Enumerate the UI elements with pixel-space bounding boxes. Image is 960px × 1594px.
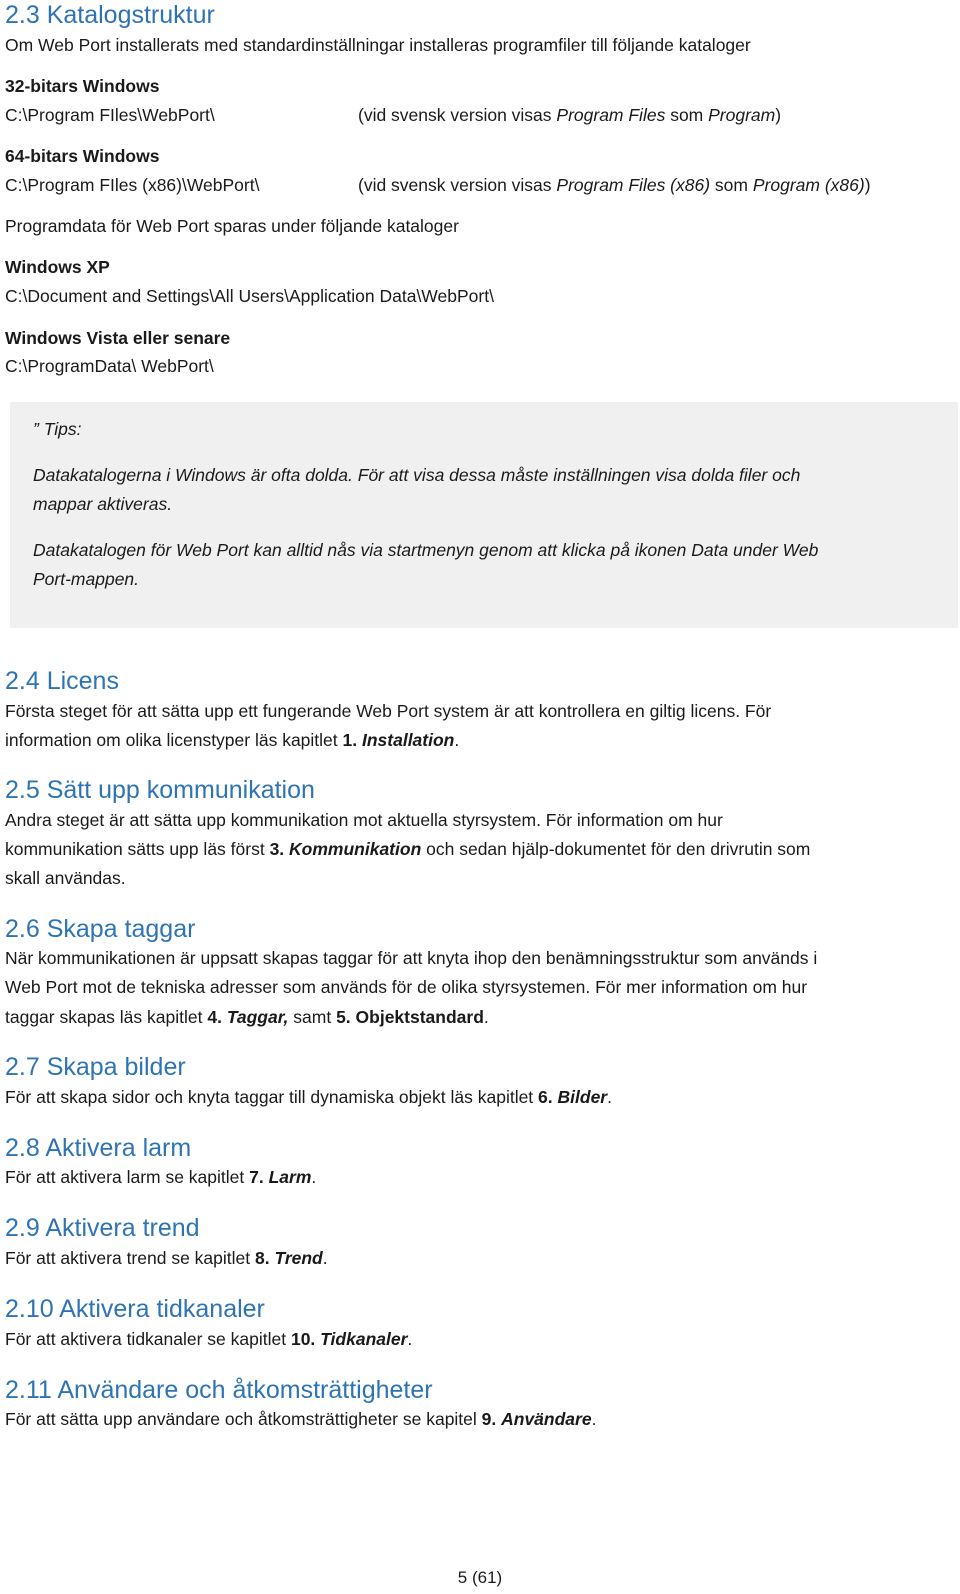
win64-label: 64-bitars Windows xyxy=(5,146,160,166)
win32-note: (vid svensk version visas Program Files som Program) xyxy=(358,105,782,125)
tips-p1-line1: Datakatalogerna i Windows är ofta dolda. För att visa dessa måste inställningen visa dolda filer och xyxy=(33,465,801,485)
win64-note: (vid svensk version visas Program Files (x86) som Program (x86)) xyxy=(358,175,871,195)
section-2-11-heading: 2.11 Användare och åtkomsträttigheter xyxy=(5,1376,433,1404)
section-2-7-heading: 2.7 Skapa bilder xyxy=(5,1053,186,1081)
section-2-10-heading: 2.10 Aktivera tidkanaler xyxy=(5,1295,265,1323)
section-2-4-heading: 2.4 Licens xyxy=(5,667,119,695)
s210-line: För att aktivera tidkanaler se kapitlet 10. Tidkanaler. xyxy=(5,1329,413,1349)
s25-line1: Andra steget är att sätta upp kommunikation mot aktuella styrsystem. För information om hur xyxy=(5,810,723,830)
s25-line2: kommunikation sätts upp läs först 3. Kommunikation och sedan hjälp-dokumentet för den drivrutin som xyxy=(5,839,811,859)
section-2-8-heading: 2.8 Aktivera larm xyxy=(5,1134,192,1162)
section-2-3-heading: 2.3 Katalogstruktur xyxy=(5,1,215,29)
tips-box xyxy=(10,402,958,628)
vista-path: C:\ProgramData\ WebPort\ xyxy=(5,356,214,376)
s25-line3: skall användas. xyxy=(5,868,126,888)
section-2-9-heading: 2.9 Aktivera trend xyxy=(5,1214,200,1242)
s26-line3: taggar skapas läs kapitlet 4. Taggar, samt 5. Objektstandard. xyxy=(5,1007,489,1027)
section-2-6-heading: 2.6 Skapa taggar xyxy=(5,915,196,943)
win32-path: C:\Program FIles\WebPort\ xyxy=(5,105,215,125)
s28-line: För att aktivera larm se kapitlet 7. Larm. xyxy=(5,1167,317,1187)
s27-line: För att skapa sidor och knyta taggar till dynamiska objekt läs kapitlet 6. Bilder. xyxy=(5,1087,612,1107)
xp-label: Windows XP xyxy=(5,257,110,277)
s23-intro: Om Web Port installerats med standardinställningar installeras programfiler till följande kataloger xyxy=(5,35,751,55)
s24-line1: Första steget för att sätta upp ett fungerande Web Port system är att kontrollera en giltig licens. För xyxy=(5,701,772,721)
tips-heading: ” Tips: xyxy=(33,419,82,439)
page-number: 5 (61) xyxy=(457,1568,503,1587)
programdata-text: Programdata för Web Port sparas under följande kataloger xyxy=(5,216,459,236)
tips-p2-line1: Datakatalogen för Web Port kan alltid nås via startmenyn genom att klicka på ikonen Data under Web xyxy=(33,540,819,560)
s29-line: För att aktivera trend se kapitlet 8. Trend. xyxy=(5,1248,328,1268)
tips-p2-line2: Port-mappen. xyxy=(33,569,140,589)
s211-line: För att sätta upp användare och åtkomsträttigheter se kapitel 9. Användare. xyxy=(5,1409,597,1429)
xp-path: C:\Document and Settings\All Users\Application Data\WebPort\ xyxy=(5,286,494,306)
section-2-5-heading: 2.5 Sätt upp kommunikation xyxy=(5,776,315,804)
s26-line2: Web Port mot de tekniska adresser som används för de olika styrsystemen. För mer information om hur xyxy=(5,977,808,997)
s26-line1: När kommunikationen är uppsatt skapas taggar för att knyta ihop den benämningsstruktur som används i xyxy=(5,948,818,968)
s24-line2: information om olika licenstyper läs kapitlet 1. Installation. xyxy=(5,730,460,750)
vista-label: Windows Vista eller senare xyxy=(5,328,231,348)
tips-p1-line2: mappar aktiveras. xyxy=(33,494,173,514)
win64-path: C:\Program FIles (x86)\WebPort\ xyxy=(5,175,260,195)
win32-label: 32-bitars Windows xyxy=(5,76,160,96)
